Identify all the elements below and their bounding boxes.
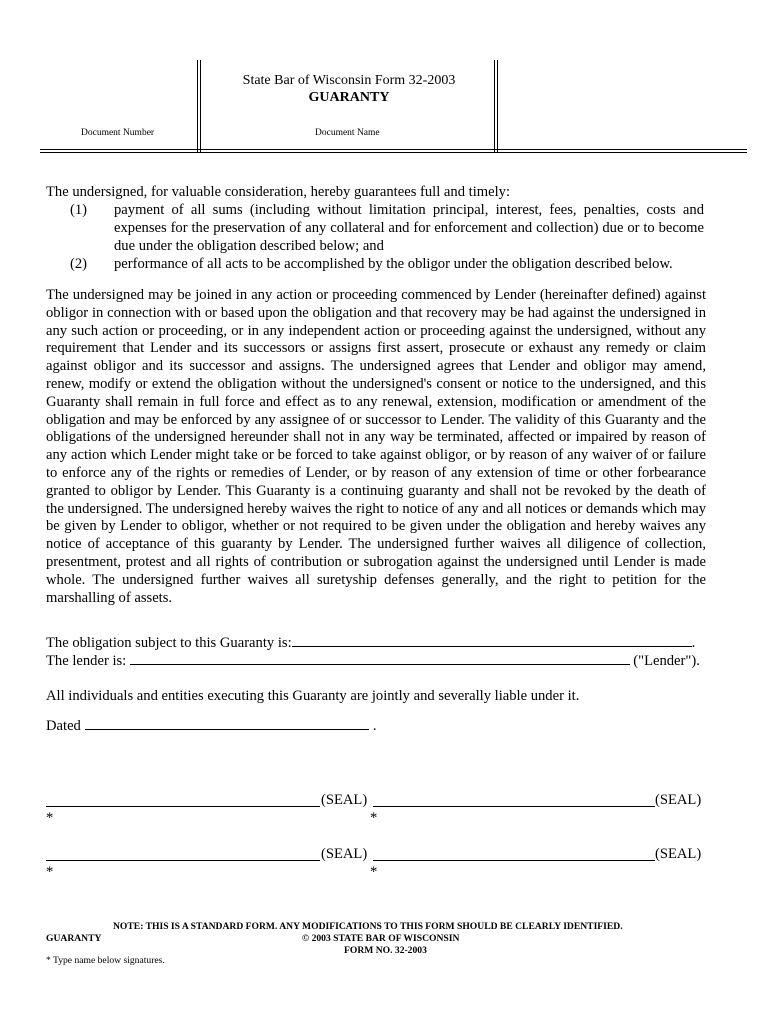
- footer-copyright: © 2003 STATE BAR OF WISCONSIN: [302, 933, 460, 944]
- footer-note: NOTE: THIS IS A STANDARD FORM. ANY MODIFICATIONS TO THIS FORM SHOULD BE CLEARLY IDENTIFIED.: [113, 921, 623, 932]
- footer-footnote: * Type name below signatures.: [46, 955, 165, 966]
- liability-text: All individuals and entities executing this Guaranty are jointly and severally liable under it.: [46, 688, 580, 704]
- header-bottom-rule-1: [40, 149, 747, 150]
- name-marker-3: *: [46, 864, 54, 880]
- name-marker-2: *: [370, 810, 378, 826]
- header-divider-left-1: [197, 60, 198, 152]
- seal-label-1: (SEAL): [321, 792, 368, 808]
- form-name: GUARANTY: [308, 90, 390, 105]
- lender-suffix: ("Lender").: [633, 653, 700, 669]
- seal-label-4: (SEAL): [655, 846, 702, 862]
- obligation-label: The obligation subject to this Guaranty is:: [46, 635, 292, 651]
- seal-label-3: (SEAL): [321, 846, 368, 862]
- dated-field[interactable]: [85, 717, 369, 730]
- name-marker-1: *: [46, 810, 54, 826]
- obligation-row: [46, 634, 708, 653]
- list-item-1-number: (1): [70, 202, 88, 218]
- dated-label: Dated: [46, 718, 81, 734]
- list-item-1-text: payment of all sums (including without limitation principal, interest, fees, penalties, costs and expenses for the preservation of any collateral and for enforcement and collection) due or to become due under the obligation described below; and: [114, 202, 704, 254]
- signature-line-2[interactable]: [373, 806, 655, 807]
- lender-row: [46, 652, 708, 671]
- lender-label: The lender is:: [46, 653, 127, 669]
- footer-form-label: GUARANTY: [46, 933, 102, 944]
- footer-form-number: FORM NO. 32-2003: [344, 945, 427, 956]
- main-paragraph: The undersigned may be joined in any action or proceeding commenced by Lender (hereinafter defined) against obligor in connection with or based upon the obligation and that recovery may be had against the undersigned in any such action or proceeding, or in any independent action or proceeding against the undersigned, without any requirement that Lender and its successors or assigns first assert, prosecute or exhaust any remedy or claim against obligor and its successor and assigns. The undersigned agrees that Lender and obligor may amend, renew, modify or extend the obligation without the undersigned's consent or notice to the undersigned, and this Guaranty shall remain in full force and effect as to any renewal, extension, modification or amendment of the obligation and may be enforced by any assignee of or successor to Lender. The validity of this Guaranty and the obligations of the undersigned hereunder shall not in any way be terminated, affected or impaired by reason of any action which Lender might take or be forced to take against obligor, or by reason of any waiver of or failure to enforce any of the rights or remedies of Lender, or by reason of any extension of time or other forbearance granted to obligor by Lender. This Guaranty is a continuing guaranty and shall not be revoked by the death of the undersigned. The undersigned hereby waives the right to notice of any and all notices or demands which may be given by Lender to obligor, whether or not required to be given under the obligation and hereby waives any notice of acceptance of this guaranty by Lender. The undersigned further waives all diligence of collection, presentment, protest and all rights of contribution or subrogation against the undersigned until Lender is made whole. The undersigned further waives all suretyship defenses generally, and the right to petition for the marshalling of assets.: [46, 287, 706, 606]
- form-header: [200, 72, 498, 106]
- seal-label-2: (SEAL): [655, 792, 702, 808]
- header-bottom-rule-2: [40, 152, 747, 153]
- list-item-2-text: performance of all acts to be accomplished by the obligor under the obligation described below.: [114, 256, 673, 272]
- obligation-end: .: [691, 635, 696, 651]
- signature-line-4[interactable]: [373, 860, 655, 861]
- dated-end: .: [372, 718, 377, 734]
- list-item-2-number: (2): [70, 256, 88, 272]
- form-title: State Bar of Wisconsin Form 32-2003: [242, 73, 456, 88]
- dated-row: [46, 717, 377, 736]
- signature-line-3[interactable]: [46, 860, 320, 861]
- document-number-label: Document Number: [81, 128, 155, 138]
- lender-field[interactable]: [130, 652, 630, 665]
- intro-text: The undersigned, for valuable consideration, hereby guarantees full and timely:: [46, 184, 510, 200]
- document-name-label: Document Name: [315, 128, 380, 138]
- obligation-field[interactable]: [292, 634, 692, 647]
- name-marker-4: *: [370, 864, 378, 880]
- signature-line-1[interactable]: [46, 806, 320, 807]
